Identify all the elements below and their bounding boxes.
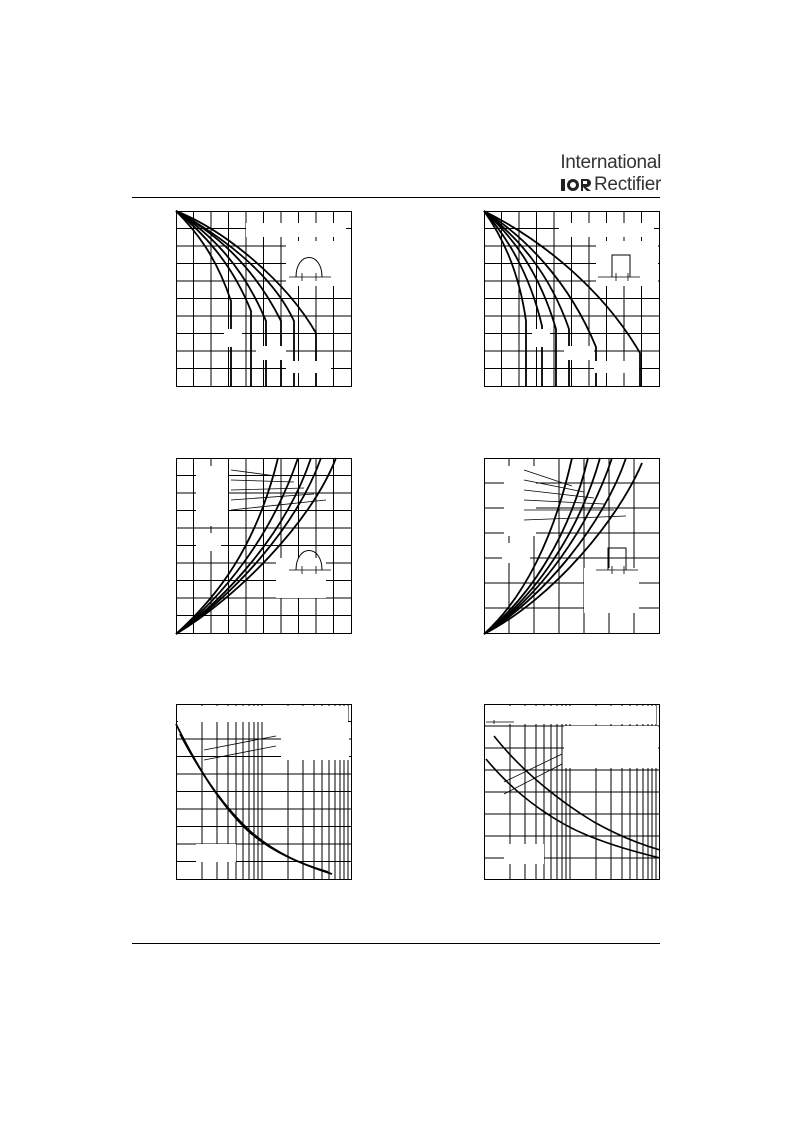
- chart-2: [484, 211, 660, 387]
- brand-line-2: [560, 174, 661, 196]
- brand-line-2-text: Rectifier: [594, 174, 661, 195]
- brand-line-1: International: [560, 152, 661, 173]
- chart-6: [484, 704, 660, 880]
- header-rule: [132, 197, 660, 198]
- chart-3: [176, 458, 352, 634]
- chart-1-grid: [176, 211, 352, 387]
- ior-logo-icon: [561, 178, 591, 192]
- brand-block: [560, 152, 661, 196]
- chart-4: [484, 458, 660, 634]
- square-waveform-icon: [608, 548, 626, 570]
- chart-1-legend-box: [246, 223, 351, 286]
- chart-1: [176, 211, 352, 387]
- chart-5: [176, 704, 352, 880]
- footer-rule: [132, 943, 660, 944]
